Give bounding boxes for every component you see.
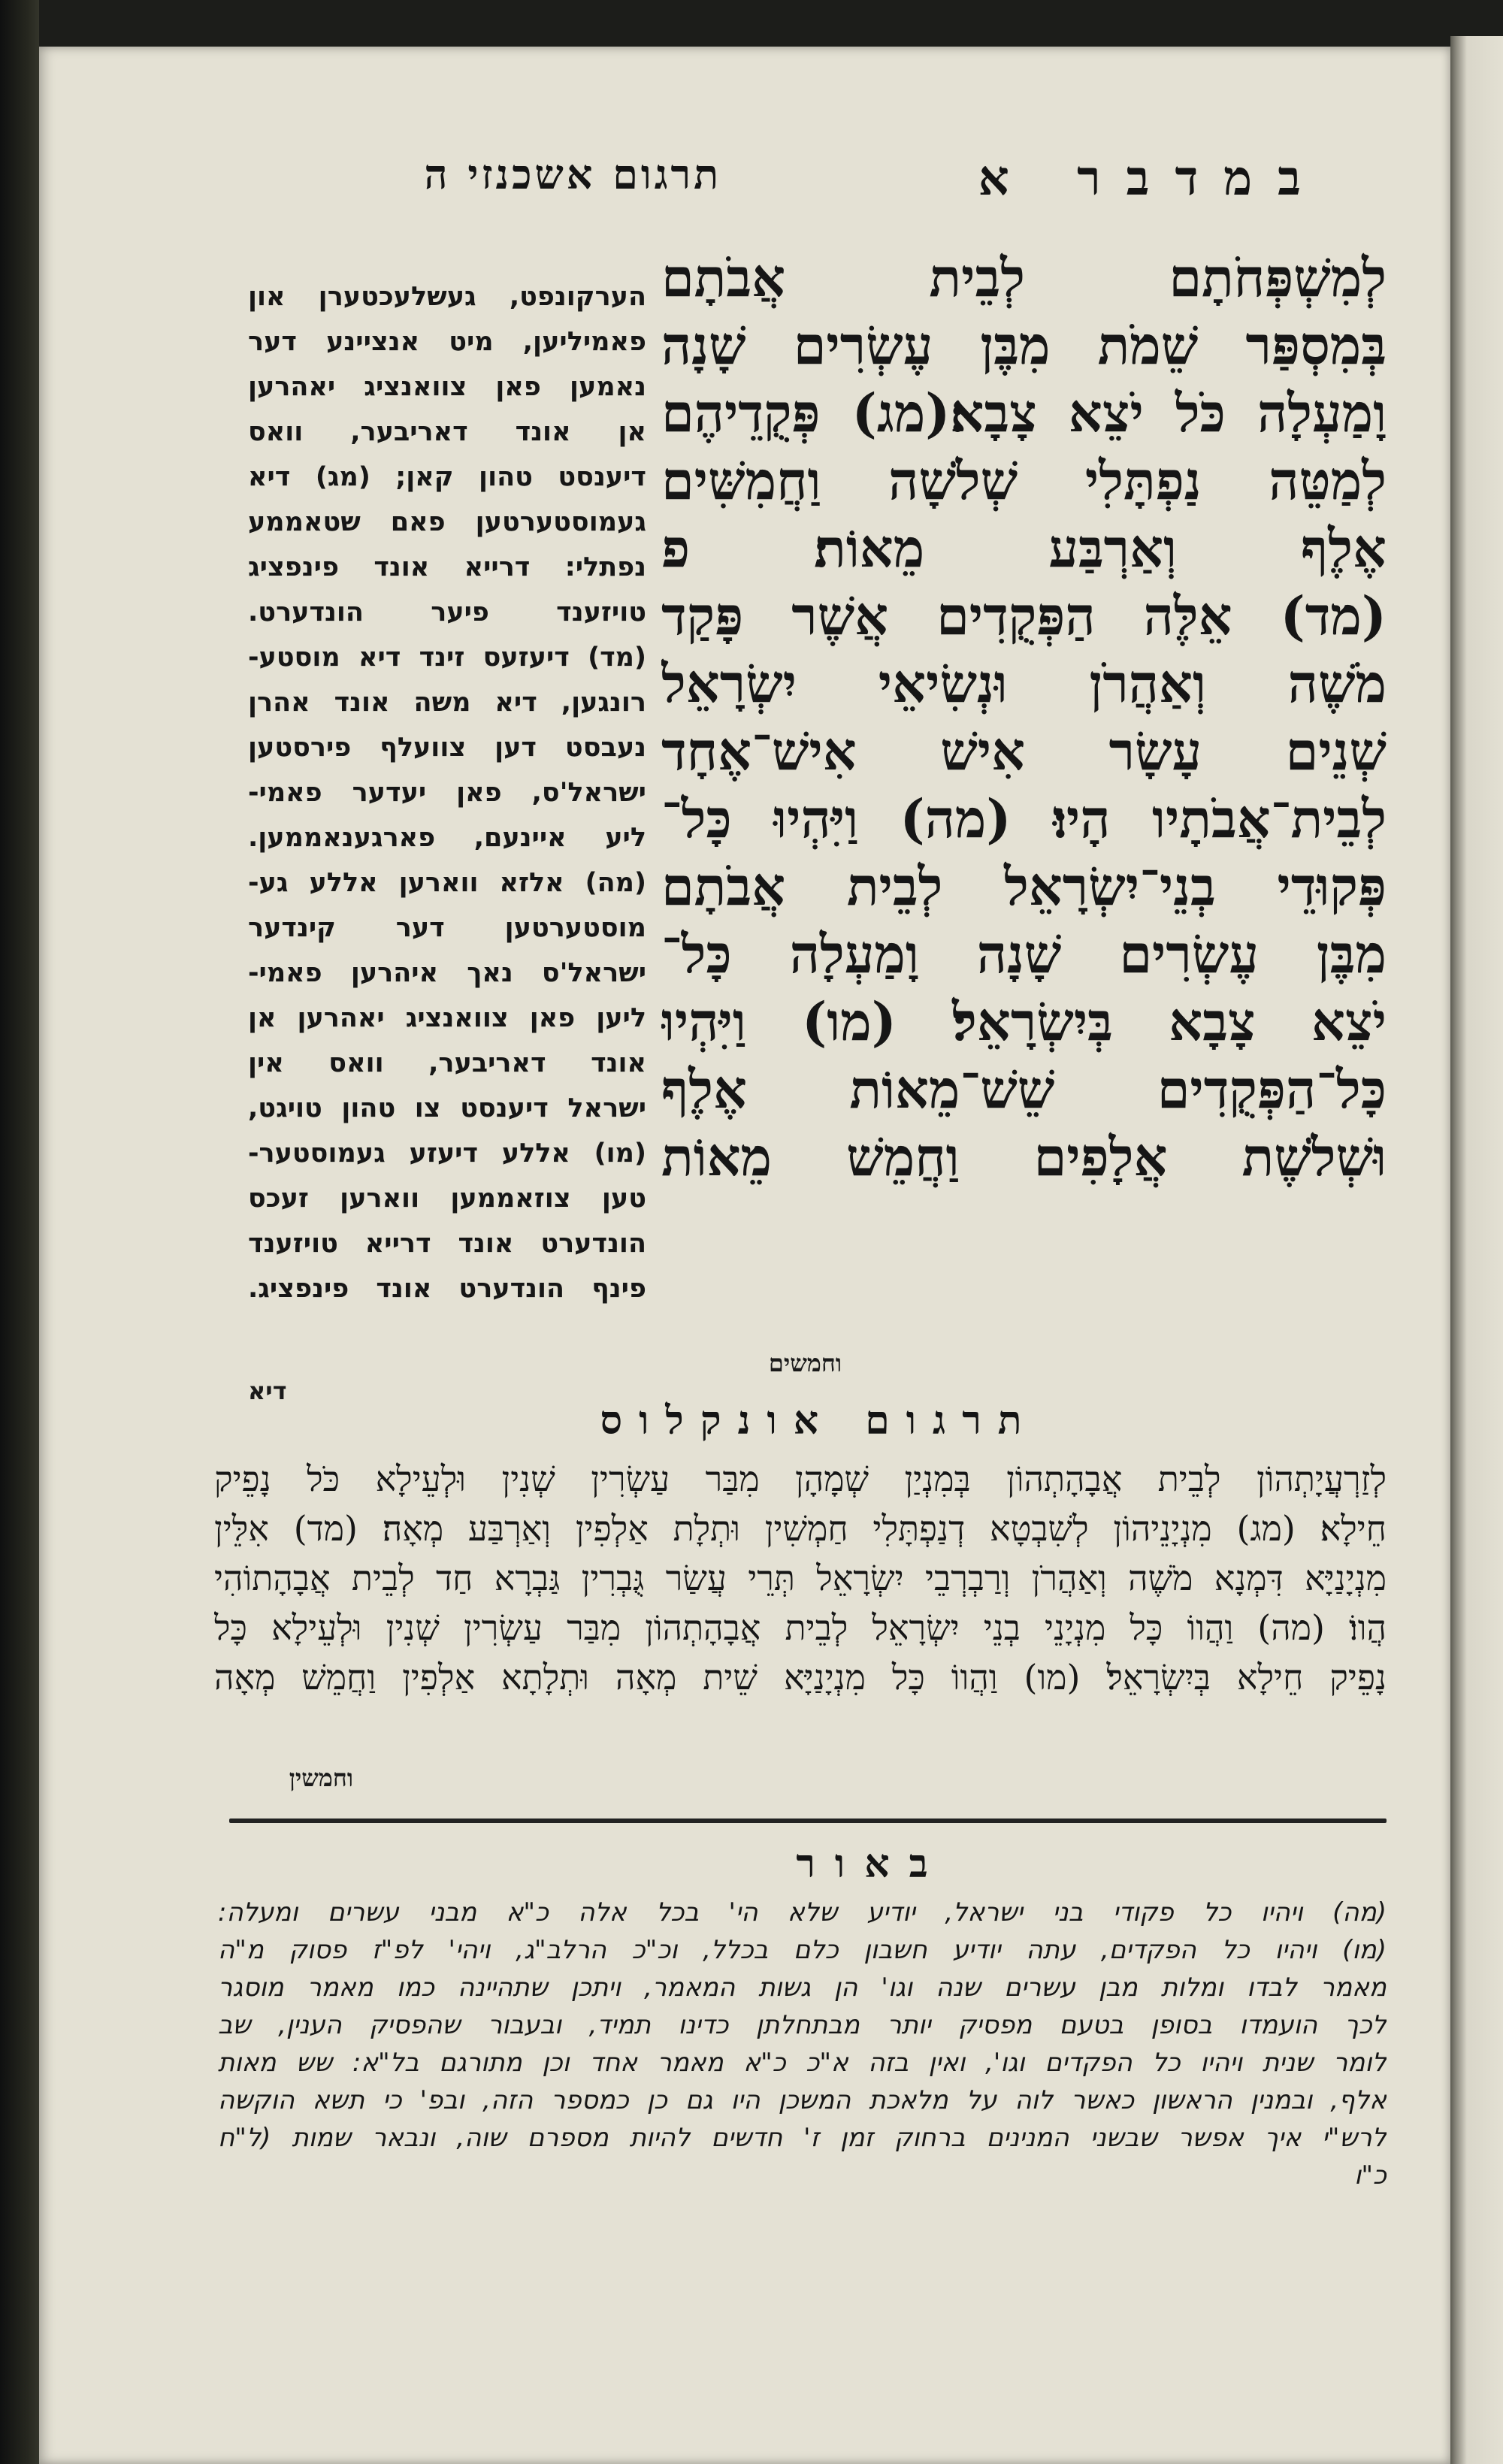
biur-line: לרש"י איך אפשר שבשני המנינים ברחוק זמן ז' חדשים להיות מספרם שוה, ונבאר שמות (ל"ח — [218, 2123, 1387, 2153]
section-divider — [229, 1819, 1387, 1823]
torah-catchword: וחמשים — [768, 1349, 842, 1377]
next-page-edge — [1450, 36, 1503, 2464]
torah-line: יֹצֵא צָבָא בְּיִשְׂרָאֵל׃ (מו) וַיִּהְיוּ — [661, 990, 1387, 1053]
yiddish-line: ישראל דיענסט צו טהון טויגט, — [248, 1093, 646, 1123]
torah-line: פְּקוּדֵי בְנֵי־יִשְׂרָאֵל לְבֵית אֲבֹתָם — [661, 855, 1387, 918]
torah-line: וָמַעְלָה כֹּל יֹצֵא צָבָא׃(מג) פְּקֻדֵיהֶם — [661, 382, 1387, 444]
running-header-translation: תרגום אשכנזי ה — [424, 150, 721, 198]
biur-line: (מה) ויהיו כל פקודי בני ישראל, יודיע שלא הי' בכל אלה כ"א מבני עשרים ומעלה: — [218, 1897, 1387, 1927]
torah-line: שְׁנֵים עָשָׂר אִישׁ אִישׁ־אֶחָד — [661, 720, 1387, 782]
yiddish-line: הערקונפט, געשלעכטערן און — [248, 282, 646, 312]
torah-line: לְבֵית־אֲבֹתָיו הָיוּ׃ (מה) וַיִּהְיוּ כָּל־ — [661, 788, 1387, 850]
biur-line: מאמר לבדו ומלות מבן עשרים שנה וגו' הן גשות המאמר, ויתכן שתהיינה כמו מאמר מוסגר — [218, 1973, 1387, 2003]
onkelos-catchword: וחמשין — [289, 1764, 353, 1792]
yiddish-translation-column — [248, 274, 646, 1311]
torah-line: מִבֶּן עֶשְׂרִים שָׁנָה וָמַעְלָה כָּל־ — [661, 923, 1387, 985]
yiddish-line: אן אונד דאריבער, וואס — [248, 417, 646, 447]
onkelos-line: הֲווֹ׃ (מה) וַהֲווֹ כָּל מִנְיָנֵי בְנֵי יִשְׂרָאֵל לְבֵית אֲבָהָתְהוֹן מִבַּר עַשְׂרִין שְׁנִין וּלְעֵילָא כָּל — [214, 1607, 1387, 1648]
yiddish-line: ישראל'ס נאך איהרען פאמי- — [248, 958, 646, 988]
yiddish-line: אונד דאריבער, וואס אין — [248, 1048, 646, 1078]
yiddish-line: טען צוזאממען ווארען זעכס — [248, 1184, 646, 1214]
yiddish-line: מוסטערטען דער קינדער — [248, 913, 646, 943]
yiddish-line: נעבסט דען צוועלף פירסטען — [248, 733, 646, 763]
biur-line: לומר שנית ויהיו כל הפקדים וגו', ואין בזה א"כ כ"א מאמר אחד וכן מתורגם בל"א: שש מאות — [218, 2048, 1387, 2078]
yiddish-line: נאמען פאן צוואנציג יאהרען — [248, 372, 646, 402]
torah-text-column — [661, 244, 1387, 1191]
biur-heading: באור — [796, 1841, 948, 1887]
yiddish-line: ישראל'ס, פאן יעדער פאמי- — [248, 778, 646, 808]
onkelos-heading: תרגום אונקלוס — [600, 1398, 1039, 1444]
onkelos-line: חֵילָא׃ (מג) מִנְיָנֵיהוֹן לְשִׁבְטָא דְנַפְתָּלִי חַמְשִׁין וּתְלָת אַלְפִין וְאַרְבַּע מְאָה׃ (מד) אִלֵּין — [214, 1508, 1387, 1549]
torah-line: וּשְׁלֹשֶׁת אֲלָפִים וַחֲמֵשׁ מֵאוֹת — [661, 1126, 1387, 1188]
biur-line: (מו) ויהיו כל הפקדים, עתה יודיע חשבון כלם בכלל, וכ"כ הרלב"ג, ויהי' לפ"ז פסוק מ"ה — [218, 1935, 1387, 1965]
onkelos-line: מִנְיָנַיָּא דִּמְנָא מֹשֶׁה וְאַהֲרֹן וְרַבְרְבֵי יִשְׂרָאֵל תְּרֵי עֲשַׂר גֻּבְרִין גַּבְרָא חַד לְבֵית אֲבָהָתוֹהִי — [214, 1558, 1387, 1598]
yiddish-line: נפתלי: דרייא אונד פינפציג — [248, 552, 646, 582]
torah-line: מֹשֶׁה וְאַהֲרֹן וּנְשִׂיאֵי יִשְׂרָאֵל — [661, 652, 1387, 715]
yiddish-line: ליע איינעם, פארגענאממען. — [248, 823, 646, 853]
yiddish-catchword: דיא — [248, 1377, 287, 1405]
onkelos-line: לְזַרְעֲיָתְהוֹן לְבֵית אֲבָהָתְהוֹן בְּמִנְיַן שְׁמָהָן מִבַּר עַשְׂרִין שְׁנִין וּלְעֵילָא כֹּל נָפֵיק — [214, 1459, 1387, 1499]
biur-commentary-block — [218, 1894, 1387, 2194]
torah-line: כָּל־הַפְּקֻדִים שֵׁשׁ־מֵאוֹת אֶלֶף — [661, 1058, 1387, 1120]
yiddish-line: פינף הונדערט אונד פינפציג. — [248, 1274, 646, 1304]
yiddish-line: טויזענד פיער הונדערט. — [248, 597, 646, 627]
yiddish-line: דיענסט טהון קאן; (מג) דיא — [248, 462, 646, 492]
yiddish-line: הונדערט אונד דרייא טויזענד — [248, 1229, 646, 1259]
biur-line: אלף, ובמנין הראשון כאשר לוה על מלאכת המשכן היו גם כן כמספר הזה, ובפ' כי תשא הוקשה — [218, 2085, 1387, 2115]
torah-line: בְּמִסְפַּר שֵׁמֹת מִבֶּן עֶשְׂרִים שָׁנָה — [661, 314, 1387, 376]
torah-line: (מד) אֵלֶּה הַפְּקֻדִים אֲשֶׁר פָּקַד — [661, 585, 1387, 647]
torah-line: לְמִשְׁפְּחֹתָם לְבֵית אֲבֹתָם — [661, 246, 1387, 309]
biur-line: כ"ו — [1354, 2160, 1387, 2190]
yiddish-line: (מד) דיעזעס זינד דיא מוסטע- — [248, 642, 646, 673]
onkelos-line: נָפֵיק חֵילָא בְּיִשְׂרָאֵל׃ (מו) וַהֲווֹ כָּל מִנְיָנַיָּא שֵׁית מְאָה וּתְלָתָא אַלְפִין וַחֲמֵשׁ מְאָה — [214, 1657, 1387, 1698]
torah-line: לְמַטֵּה נַפְתָּלִי שְׁלֹשָׁה וַחֲמִשִּׁים — [661, 449, 1387, 512]
yiddish-line: רונגען, דיא משה אונד אהרן — [248, 688, 646, 718]
yiddish-line: ליען פאן צוואנציג יאהרען אן — [248, 1003, 646, 1033]
yiddish-line: פאמיליען, מיט אנציינע דער — [248, 327, 646, 357]
running-header-book: במדבר א — [978, 150, 1326, 207]
onkelos-text-block — [214, 1454, 1387, 1702]
torah-line: אֶלֶף וְאַרְבַּע מֵאוֹת׃ פ — [661, 517, 1387, 579]
book-binding-edge — [0, 0, 39, 2464]
yiddish-line: (מה) אלזא ווארען אללע גע- — [248, 868, 646, 898]
biur-line: לכך הועמדו בסופן בטעם מפסיק יותר מבתחלתן כדינו תמיד, ובעבור שהפסיק הענין, שב — [218, 2010, 1387, 2040]
yiddish-line: (מו) אללע דיעזע געמוסטער- — [248, 1138, 646, 1169]
yiddish-line: געמוסטערטען פאם שטאממע — [248, 507, 646, 537]
